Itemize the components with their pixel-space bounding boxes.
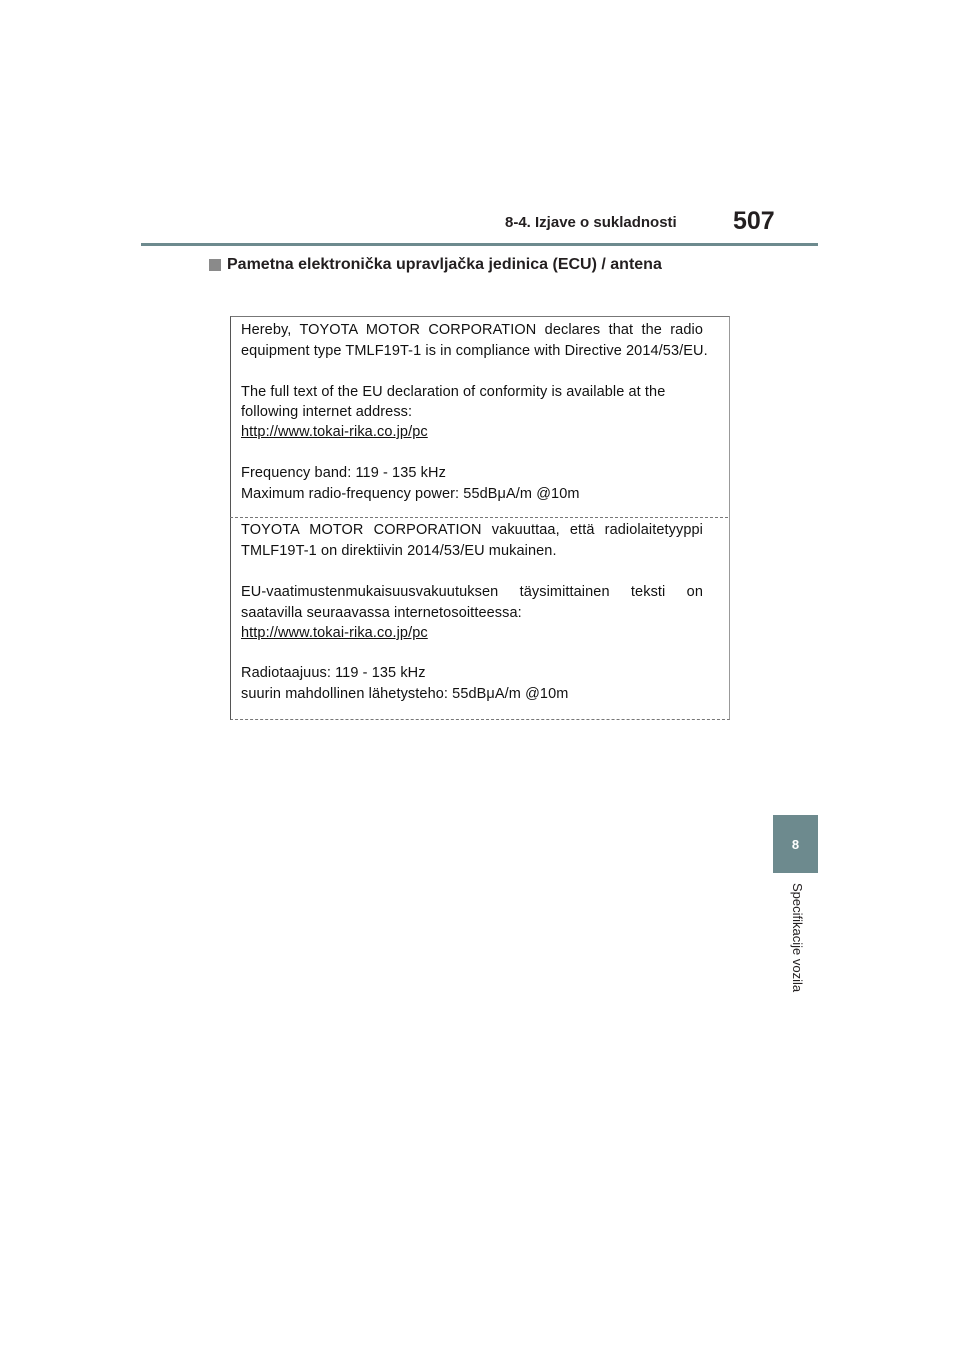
declaration-en-line2: equipment type TMLF19T-1 is in compliance with Directive 2014/53/EU. [241, 343, 708, 359]
declaration-fi-line3: EU-vaatimustenmukaisuusvakuutuksen täysimittainen teksti on [241, 584, 703, 600]
chapter-tab: 8 [773, 815, 818, 873]
section-heading-text: Pametna elektronička upravljačka jedinica (ECU) / antena [227, 256, 662, 273]
section-heading [209, 256, 662, 274]
declaration-fi-frequency: Radiotaajuus: 119 - 135 kHz [241, 665, 426, 681]
declaration-box [230, 316, 730, 720]
declaration-fi-line4: saatavilla seuraavassa internetosoitteessa: [241, 605, 522, 621]
declaration-fi-url[interactable]: http://www.tokai-rika.co.jp/pc [241, 625, 428, 641]
declaration-en-line1: Hereby, TOYOTA MOTOR CORPORATION declares that the radio [241, 322, 703, 338]
declaration-fi-line1: TOYOTA MOTOR CORPORATION vakuuttaa, että radiolaitetyyppi [241, 522, 703, 538]
declaration-fi-power: suurin mahdollinen lähetysteho: 55dBμA/m @10m [241, 686, 569, 702]
declaration-en-line4: following internet address: [241, 404, 413, 420]
page-number: 507 [733, 207, 775, 235]
declaration-fi-line2: TMLF19T-1 on direktiivin 2014/53/EU mukainen. [241, 543, 557, 559]
header-rule [141, 243, 818, 246]
square-icon [209, 259, 221, 271]
declaration-divider [230, 517, 728, 518]
header-section-title: 8-4. Izjave o sukladnosti [505, 214, 677, 231]
declaration-en-power: Maximum radio-frequency power: 55dBμA/m @10m [241, 486, 580, 502]
declaration-en-line3: The full text of the EU declaration of conformity is available at the [241, 384, 666, 400]
declaration-en-frequency: Frequency band: 119 - 135 kHz [241, 465, 446, 481]
chapter-title: Specifikacije vozila [790, 883, 805, 993]
declaration-en-url[interactable]: http://www.tokai-rika.co.jp/pc [241, 424, 428, 440]
